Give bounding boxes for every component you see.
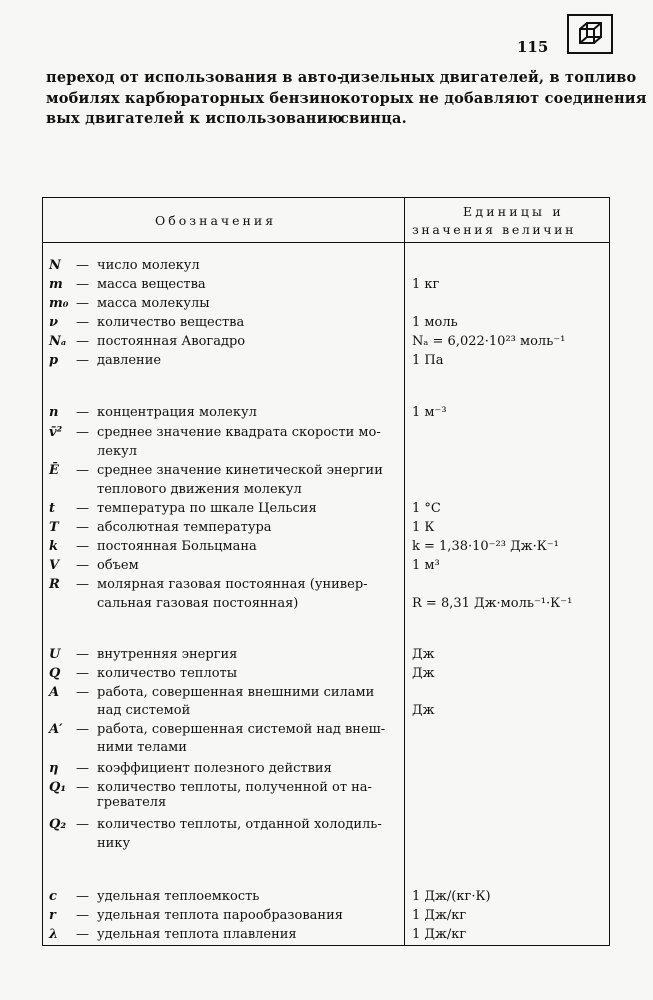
row-description: абсолютная температура (97, 520, 272, 535)
row-description: удельная теплота парообразования (97, 908, 343, 923)
header-units-2: значения величин (412, 222, 577, 237)
row-value: 1 °C (412, 501, 441, 516)
table-row (0, 425, 653, 444)
row-symbol: ν (49, 315, 59, 330)
row-symbol: V (49, 558, 60, 573)
row-dash: — (76, 463, 89, 478)
row-dash: — (76, 685, 89, 700)
row-value: 1 моль (412, 315, 458, 330)
header-notation: Обозначения (155, 213, 277, 228)
row-symbol: Nₐ (49, 334, 67, 349)
row-symbol: λ (49, 927, 59, 942)
row-dash: — (76, 666, 89, 681)
header-rule (43, 242, 609, 243)
row-value: Дж (412, 666, 435, 681)
row-value: 1 Дж/(кг·К) (412, 889, 491, 904)
row-continuation: гревателя (97, 795, 167, 810)
row-description: количество теплоты, отданной холодиль- (97, 817, 382, 832)
cube-icon (567, 14, 613, 54)
row-dash: — (76, 647, 89, 662)
row-value: Дж (412, 703, 435, 718)
table-row (0, 463, 653, 482)
table-row (0, 520, 653, 539)
row-continuation: нику (97, 836, 131, 851)
row-description: среднее значение кинетической энергии (97, 463, 383, 478)
intro-left-paragraph (46, 68, 347, 130)
row-dash: — (76, 425, 89, 440)
row-value: 1 К (412, 520, 435, 535)
row-symbol: m₀ (49, 296, 69, 311)
row-dash: — (76, 577, 89, 592)
header-units-1: Единицы и (463, 204, 564, 219)
row-description: концентрация молекул (97, 405, 257, 420)
row-value: 1 м⁻³ (412, 405, 447, 420)
row-dash: — (76, 722, 89, 737)
row-symbol: n (49, 405, 59, 420)
row-dash: — (76, 501, 89, 516)
row-symbol: Q (49, 666, 61, 681)
row-symbol: Q₂ (49, 817, 67, 832)
row-dash: — (76, 315, 89, 330)
row-dash: — (76, 539, 89, 554)
row-description: удельная теплота плавления (97, 927, 297, 942)
row-continuation: сальная газовая постоянная) (97, 596, 299, 611)
row-description: внутренняя энергия (97, 647, 238, 662)
table-row (0, 817, 653, 836)
row-symbol: T (49, 520, 59, 535)
row-description: работа, совершенная системой над внеш- (97, 722, 386, 737)
row-value: Дж (412, 647, 435, 662)
row-description: коэффициент полезного действия (97, 761, 332, 776)
row-symbol: η (49, 761, 59, 776)
intro-right-paragraph (340, 68, 647, 130)
table-row (0, 405, 653, 424)
row-dash: — (76, 889, 89, 904)
table-row (0, 908, 653, 927)
row-description: постоянная Авогадро (97, 334, 246, 349)
row-symbol: m (49, 277, 63, 292)
row-description: количество теплоты, полученной от на- (97, 780, 372, 795)
row-description: объем (97, 558, 139, 573)
intro-line: вых двигателей к использованию (46, 110, 343, 127)
row-dash: — (76, 334, 89, 349)
table-row (0, 761, 653, 780)
row-dash: — (76, 353, 89, 368)
row-description: работа, совершенная внешними силами (97, 685, 375, 700)
row-symbol: Q₁ (49, 780, 67, 795)
row-symbol: c (49, 889, 57, 904)
row-symbol: N (49, 258, 61, 273)
row-dash: — (76, 908, 89, 923)
row-symbol: k (49, 539, 59, 554)
row-description: масса молекулы (97, 296, 210, 311)
row-dash: — (76, 780, 89, 795)
intro-line: которых не добавляют соединения (340, 89, 647, 107)
row-continuation: теплового движения молекул (97, 482, 302, 497)
row-dash: — (76, 761, 89, 776)
intro-line: дизельных двигателей, в топливо (340, 69, 637, 86)
intro-line: свинца. (340, 110, 407, 127)
table-row (0, 353, 653, 372)
row-symbol: A (49, 685, 60, 700)
table-row (0, 501, 653, 520)
intro-line: переход от использования в авто- (46, 69, 344, 86)
row-description: давление (97, 353, 162, 368)
row-dash: — (76, 927, 89, 942)
row-description: молярная газовая постоянная (универ- (97, 577, 368, 592)
row-symbol: R (49, 577, 60, 592)
row-value: 1 Па (412, 353, 444, 368)
table-row (0, 927, 653, 946)
row-value: k = 1,38·10⁻²³ Дж·К⁻¹ (412, 539, 559, 554)
row-continuation: над системой (97, 703, 191, 718)
table-row (0, 558, 653, 577)
row-symbol: v̄² (49, 425, 63, 440)
row-value: Nₐ = 6,022·10²³ моль⁻¹ (412, 334, 566, 349)
table-row (0, 539, 653, 558)
row-value: 1 кг (412, 277, 440, 292)
row-description: среднее значение квадрата скорости мо- (97, 425, 381, 440)
row-continuation: ними телами (97, 740, 187, 755)
row-dash: — (76, 520, 89, 535)
table-row (0, 647, 653, 666)
table-row (0, 666, 653, 685)
table-row (0, 277, 653, 296)
table-row (0, 315, 653, 334)
row-description: удельная теплоемкость (97, 889, 260, 904)
table-row (0, 685, 653, 704)
row-dash: — (76, 277, 89, 292)
row-continuation: лекул (97, 444, 137, 459)
row-symbol: U (49, 647, 61, 662)
row-value: 1 Дж/кг (412, 927, 467, 942)
row-description: масса вещества (97, 277, 206, 292)
table-row (0, 577, 653, 596)
row-value: 1 м³ (412, 558, 440, 573)
row-dash: — (76, 817, 89, 832)
intro-line: мобилях карбюраторных бензино- (46, 89, 347, 107)
table-row (0, 722, 653, 741)
row-description: число молекул (97, 258, 200, 273)
table-row (0, 296, 653, 315)
row-symbol: r (49, 908, 56, 923)
table-row (0, 334, 653, 353)
row-symbol: p (49, 353, 59, 368)
row-value: 1 Дж/кг (412, 908, 467, 923)
row-description: количество теплоты (97, 666, 238, 681)
row-dash: — (76, 405, 89, 420)
row-dash: — (76, 258, 89, 273)
row-description: температура по шкале Цельсия (97, 501, 317, 516)
row-symbol: Ē (49, 463, 59, 478)
row-dash: — (76, 296, 89, 311)
row-value: R = 8,31 Дж·моль⁻¹·К⁻¹ (412, 596, 573, 611)
row-symbol: A′ (49, 722, 63, 737)
row-symbol: t (49, 501, 56, 516)
row-dash: — (76, 558, 89, 573)
table-row (0, 889, 653, 908)
row-description: количество вещества (97, 315, 245, 330)
page-number: 115 (517, 38, 549, 56)
table-row (0, 258, 653, 277)
row-description: постоянная Больцмана (97, 539, 257, 554)
